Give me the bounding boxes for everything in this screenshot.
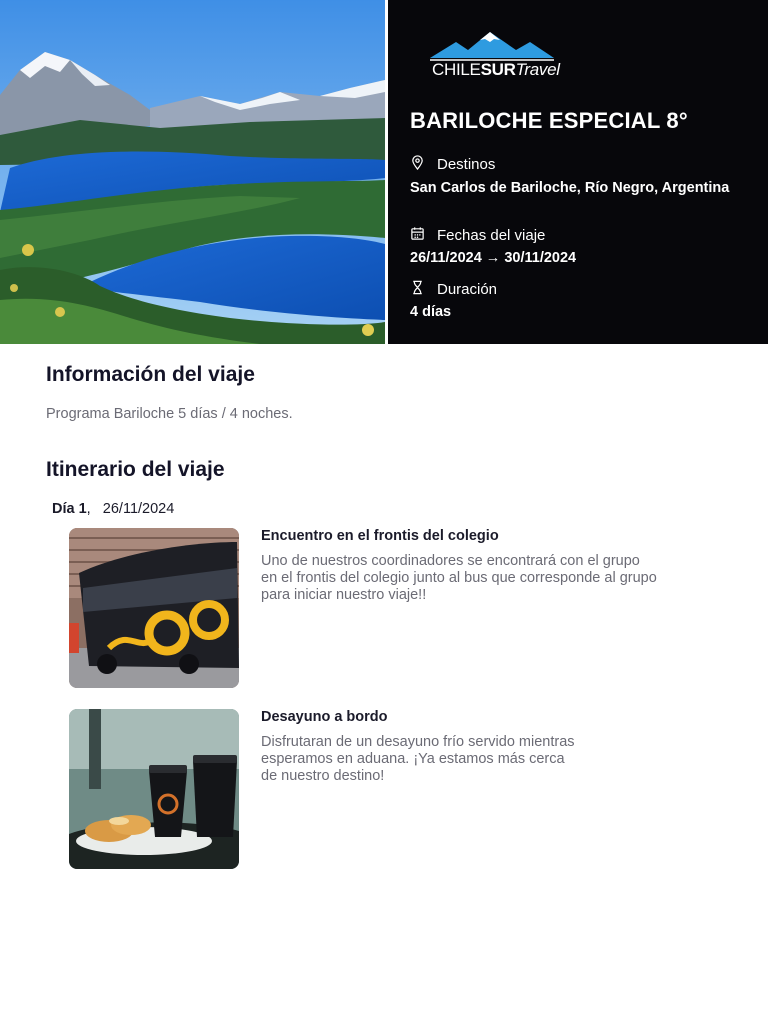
trip-info-heading: Información del viaje: [46, 363, 255, 386]
day-date: 26/11/2024: [102, 501, 175, 517]
itinerary-item-description: Disfrutaran de un desayuno frío servido mientras esperamos en aduana. ¡Ya estamos más cerca de nuestro destino!: [261, 734, 575, 784]
destinations-label-row: [410, 155, 495, 174]
trip-title: BARILOCHE ESPECIAL 8°: [410, 108, 688, 133]
dates-label: Fechas del viaje: [437, 227, 546, 244]
brand-logo-text: CHILESURTravel: [432, 60, 560, 79]
hero-header: [0, 0, 768, 344]
hero-landscape-photo: [0, 0, 385, 344]
brand-logo: [428, 30, 568, 92]
itinerary-item-title: Encuentro en el frontis del colegio: [261, 528, 499, 544]
trip-info-text: Programa Bariloche 5 días / 4 noches.: [46, 406, 293, 422]
day-header: [52, 501, 174, 517]
dates-label-row: [410, 226, 545, 245]
day-label: Día 1: [52, 501, 87, 517]
itinerary-item-title: Desayuno a bordo: [261, 709, 388, 725]
itinerary-heading: Itinerario del viaje: [46, 458, 225, 481]
destinations-label: Destinos: [437, 156, 496, 173]
calendar-icon: [410, 226, 425, 245]
duration-label-row: [410, 280, 497, 299]
itinerary-item-description: Uno de nuestros coordinadores se encontrará con el grupo en el frontis del colegio junto al bus que corresponde al grupo para iniciar nuestro viaje!!: [261, 553, 657, 603]
hourglass-icon: [410, 280, 425, 299]
location-pin-icon: [410, 155, 425, 174]
duration-value: 4 días: [410, 304, 452, 320]
breakfast-photo: [69, 709, 239, 869]
trip-summary-panel: [388, 0, 768, 344]
dates-value: 26/11/2024 → 30/11/2024: [410, 250, 577, 266]
bus-photo: [69, 528, 239, 688]
day-separator: ,: [86, 501, 91, 517]
destinations-value: San Carlos de Bariloche, Río Negro, Argentina: [410, 180, 730, 196]
duration-label: Duración: [437, 281, 498, 298]
